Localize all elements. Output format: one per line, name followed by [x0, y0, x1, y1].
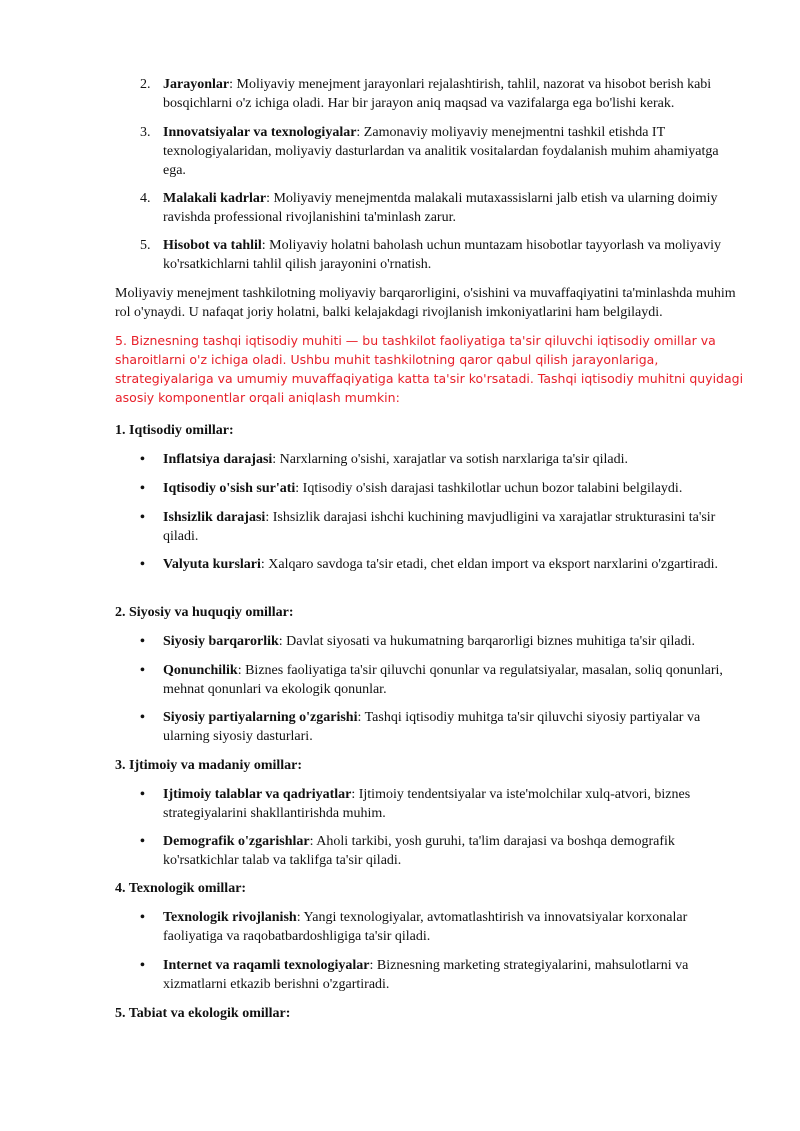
item-term: Qonunchilik: [163, 663, 238, 678]
list-item: [140, 661, 740, 699]
list-item: [140, 479, 740, 498]
item-term: Malakali kadrlar: [163, 191, 267, 206]
bullet-icon: •: [140, 481, 145, 496]
item-term: Iqtisodiy o'sish sur'ati: [163, 481, 296, 496]
bullet-icon: •: [140, 663, 145, 678]
numbered-item: [140, 236, 740, 274]
item-term: Valyuta kurslari: [163, 557, 261, 572]
list-item: [140, 555, 740, 574]
item-text: : Moliyaviy menejment jarayonlari rejalashtirish, tahlil, nazorat va hisobot berish kabi bosqichlarni o'z ichiga oladi. Har bir jarayon aniq maqsad va vazifalarga ega bo'lishi kerak.: [163, 77, 712, 111]
item-text: : Davlat siyosati va hukumatning barqarorligi biznes muhitiga ta'sir qiladi.: [278, 634, 696, 649]
bullet-icon: •: [140, 834, 145, 849]
section-heading: 4. Texnologik omillar:: [115, 881, 247, 896]
list-item: [140, 508, 740, 546]
item-term: Hisobot va tahlil: [163, 238, 262, 253]
item-text: : Ijtimoiy tendentsiyalar va iste'molchilar xulq-atvori, biznes strategiyalarini shakllantirishda muhim.: [163, 787, 691, 821]
item-text: : Moliyaviy menejmentda malakali mutaxassislarni jalb etish va ularning doimiy ravishda professional rivojlanishini ta'minlash zarur.: [163, 191, 718, 225]
item-text: : Xalqaro savdoga ta'sir etadi, chet eldan import va eksport narxlarini o'zgartiradi.: [260, 557, 719, 572]
list-item: [140, 708, 740, 746]
item-term: Ishsizlik darajasi: [163, 510, 266, 525]
bullet-icon: •: [140, 510, 145, 525]
item-term: Demografik o'zgarishlar: [163, 834, 310, 849]
highlighted-paragraph: 5. Biznesning tashqi iqtisodiy muhiti — bu tashkilot faoliyatiga ta'sir qiluvchi iqtisodiy omillar va sharoitlarni o'z ichiga oladi. Ushbu muhit tashkilotning qaror qabul qilish jarayonlariga, strategiyalariga va umumiy muvaffaqiyatiga katta ta'sir ko'rsatadi. Tashqi iqtisodiy muhitni quyidagi asosiy komponentlar orqali aniqlash mumkin:: [115, 333, 744, 405]
item-text: : Ishsizlik darajasi ishchi kuchining mavjudligini va xarajatlar strukturasini ta'sir qiladi.: [163, 510, 716, 544]
list-item: [140, 832, 740, 870]
list-item: [140, 956, 740, 994]
bullet-icon: •: [140, 634, 145, 649]
item-term: Texnologik rivojlanish: [163, 910, 297, 925]
list-item: [140, 908, 740, 946]
item-number: 5.: [140, 238, 151, 253]
summary-paragraph: Moliyaviy menejment tashkilotning moliyaviy barqarorligini, o'sishini va muvaffaqiyatini ta'minlashda muhim rol o'ynaydi. U nafaqat joriy holatni, balki kelajakdagi rivojlanish imkoniyatlarini ham belgilaydi.: [115, 286, 736, 320]
item-term: Innovatsiyalar va texnologiyalar: [163, 125, 357, 140]
list-item: [140, 450, 740, 469]
list-item: [140, 632, 740, 651]
bullet-icon: •: [140, 910, 145, 925]
item-term: Jarayonlar: [163, 77, 230, 92]
item-number: 2.: [140, 77, 151, 92]
bullet-icon: •: [140, 958, 145, 973]
item-term: Internet va raqamli texnologiyalar: [163, 958, 370, 973]
section-heading: 5. Tabiat va ekologik omillar:: [115, 1006, 291, 1021]
item-text: : Aholi tarkibi, yosh guruhi, ta'lim darajasi va boshqa demografik ko'rsatkichlar talab va taklifga ta'sir qiladi.: [163, 834, 675, 868]
bullet-icon: •: [140, 557, 145, 572]
item-text: : Narxlarning o'sishi, xarajatlar va sotish narxlariga ta'sir qiladi.: [272, 452, 629, 467]
item-term: Ijtimoiy talablar va qadriyatlar: [163, 787, 352, 802]
item-text: : Tashqi iqtisodiy muhitga ta'sir qiluvchi siyosiy partiyalar va ularning siyosiy dasturlari.: [163, 710, 701, 744]
item-text: : Biznesning marketing strategiyalarini, mahsulotlarni va xizmatlarni etkazib berishni o'zgartiradi.: [163, 958, 689, 992]
item-term: Siyosiy partiyalarning o'zgarishi: [163, 710, 358, 725]
section-heading: 2. Siyosiy va huquqiy omillar:: [115, 605, 294, 620]
bullet-icon: •: [140, 787, 145, 802]
section-heading: 3. Ijtimoiy va madaniy omillar:: [115, 758, 303, 773]
section-heading: 1. Iqtisodiy omillar:: [115, 423, 234, 438]
item-term: Inflatsiya darajasi: [163, 452, 273, 467]
list-item: [140, 785, 740, 823]
item-term: Siyosiy barqarorlik: [163, 634, 279, 649]
item-number: 3.: [140, 125, 151, 140]
bullet-icon: •: [140, 452, 145, 467]
item-text: : Zamonaviy moliyaviy menejmentni tashkil etishda IT texnologiyalaridan, moliyaviy dasturlardan va analitik vositalardan foydalanish muhim ahamiyatga ega.: [163, 125, 719, 178]
item-text: : Iqtisodiy o'sish darajasi tashkilotlar uchun bozor talabini belgilaydi.: [295, 481, 683, 496]
item-text: : Yangi texnologiyalar, avtomatlashtirish va innovatsiyalar korxonalar faoliyatiga va raqobatbardoshligiga ta'sir qiladi.: [163, 910, 688, 944]
item-text: : Moliyaviy holatni baholash uchun muntazam hisobotlar tayyorlash va moliyaviy ko'rsatkichlarni tahlil qilish jarayonini o'rnatish.: [163, 238, 721, 272]
item-number: 4.: [140, 191, 151, 206]
numbered-item: [140, 189, 740, 227]
numbered-item: [140, 123, 740, 180]
item-text: : Biznes faoliyatiga ta'sir qiluvchi qonunlar va regulatsiyalar, masalan, soliq qonunlari, mehnat qonunlari va ekologik qonunlar.: [163, 663, 723, 697]
numbered-item: [140, 75, 740, 113]
bullet-icon: •: [140, 710, 145, 725]
